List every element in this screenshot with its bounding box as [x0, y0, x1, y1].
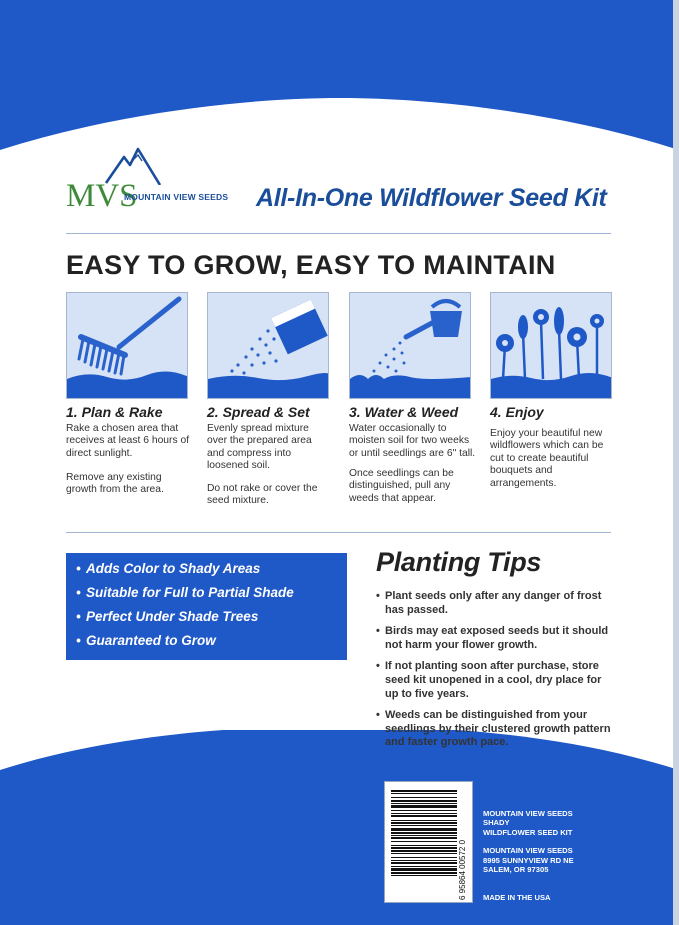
- step-2-text-2: Do not rake or cover the seed mixture.: [207, 483, 318, 507]
- barcode: [384, 781, 473, 903]
- feature-item: • Guaranteed to Grow: [76, 633, 216, 648]
- product-line-3: WILDFLOWER SEED KIT: [483, 827, 573, 837]
- mvs-logo: [66, 145, 246, 215]
- headline: EASY TO GROW, EASY TO MAINTAIN: [66, 250, 556, 280]
- rake-icon: [67, 293, 188, 399]
- step-4-image: [490, 292, 612, 399]
- bottom-wave-band: [0, 730, 679, 925]
- made-in-usa: MADE IN THE USA: [483, 893, 551, 902]
- tip-item: • Birds may eat exposed seeds but it should not harm your flower growth.: [376, 625, 609, 651]
- tip-item: • If not planting soon after purchase, store seed kit unopened in a cool, dry place for up to five years.: [376, 660, 602, 700]
- logo-company-name: MOUNTAIN VIEW SEEDS: [124, 192, 229, 202]
- barcode-number: 6 95864 00572 0: [458, 839, 467, 900]
- company-address-2: SALEM, OR 97305: [483, 865, 549, 875]
- seed-packet-icon: [208, 293, 329, 399]
- features-box: [66, 553, 347, 660]
- feature-item: • Suitable for Full to Partial Shade: [76, 585, 294, 600]
- step-4-text-1: Enjoy your beautiful new wildflowers which can be cut to create beautiful bouquets and arrangements.: [490, 428, 604, 489]
- feature-item: • Adds Color to Shady Areas: [76, 561, 261, 576]
- step-1-text-1: Rake a chosen area that receives at least 6 hours of direct sunlight.: [66, 423, 190, 459]
- package-edge: [673, 0, 679, 925]
- company-name: MOUNTAIN VIEW SEEDS: [483, 846, 573, 856]
- watering-can-icon: [350, 293, 471, 399]
- tip-item: • Plant seeds only after any danger of frost has passed.: [376, 590, 602, 616]
- planting-tips-list: [376, 590, 616, 758]
- tip-item: • Weeds can be distinguished from your seedlings by their clustered growth pattern and faster growth pace.: [376, 709, 611, 749]
- step-1-image: [66, 292, 188, 399]
- kit-title: All-In-One Wildflower Seed Kit: [256, 184, 607, 212]
- feature-item: • Perfect Under Shade Trees: [76, 609, 259, 624]
- step-3-text-1: Water occasionally to moisten soil for two weeks or until seedlings are 6" tall.: [349, 423, 476, 459]
- product-info: [483, 809, 574, 874]
- step-4-title: 4. Enjoy: [490, 404, 544, 420]
- step-1-title: 1. Plan & Rake: [66, 404, 163, 420]
- step-3-title: 3. Water & Weed: [349, 404, 459, 420]
- barcode-icon: [385, 782, 474, 904]
- step-3-text-2: Once seedlings can be distinguished, pull any weeds that appear.: [349, 468, 454, 504]
- step-1-text-2: Remove any existing growth from the area.: [66, 472, 164, 496]
- logo-initials: MVS: [66, 178, 138, 214]
- step-2-image: [207, 292, 329, 399]
- divider-top: [66, 233, 611, 234]
- step-2-text-1: Evenly spread mixture over the prepared area and compress into loosened soil.: [207, 423, 312, 472]
- company-address-1: 8995 SUNNYVIEW RD NE: [483, 855, 574, 865]
- divider-middle: [66, 532, 611, 533]
- product-line-2: SHADY: [483, 818, 510, 828]
- step-2-title: 2. Spread & Set: [207, 404, 310, 420]
- planting-tips-title: Planting Tips: [376, 547, 542, 577]
- flowers-icon: [491, 293, 612, 399]
- step-3-image: [349, 292, 471, 399]
- product-line-1: MOUNTAIN VIEW SEEDS: [483, 809, 573, 818]
